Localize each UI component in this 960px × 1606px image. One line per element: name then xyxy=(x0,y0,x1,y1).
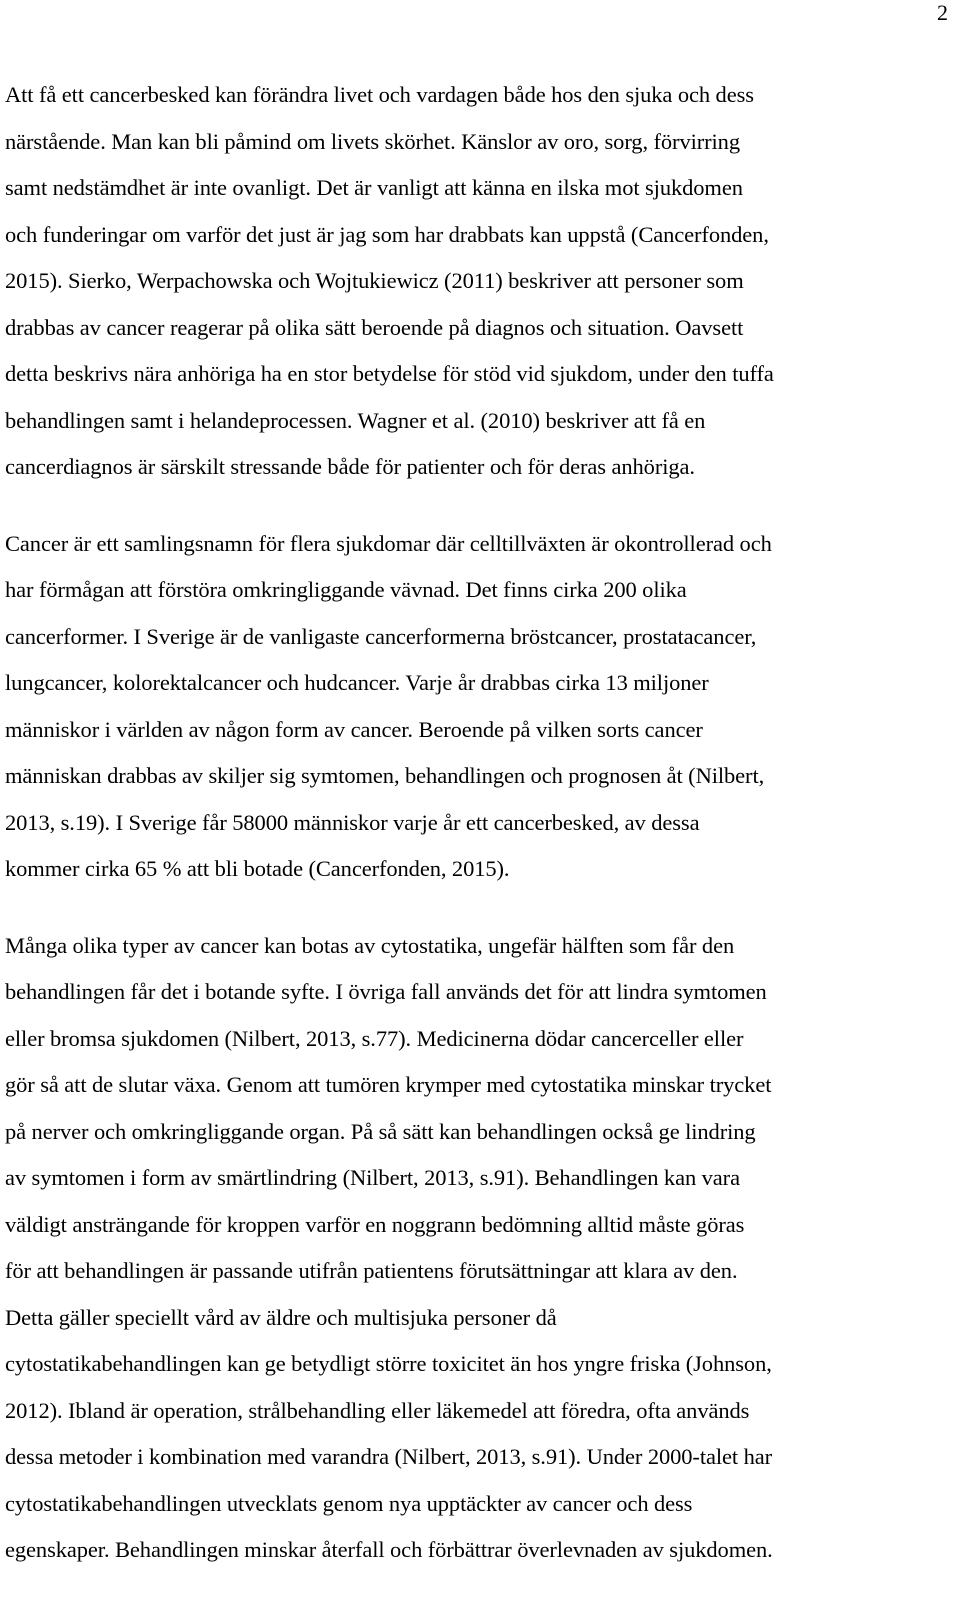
text-line: och funderingar om varför det just är jag som har drabbats kan uppstå (Cancerfonden, xyxy=(5,221,769,247)
text-line: väldigt ansträngande för kroppen varför en noggrann bedömning alltid måste göras xyxy=(5,1211,745,1237)
document-body xyxy=(5,72,945,1574)
text-line: Många olika typer av cancer kan botas av cytostatika, ungefär hälften som får den xyxy=(5,932,735,958)
paragraph-cancer-diagnosis xyxy=(5,72,945,491)
text-line: Cancer är ett samlingsnamn för flera sjukdomar där celltillväxten är okontrollerad och xyxy=(5,530,772,556)
text-line: kommer cirka 65 % att bli botade (Cancerfonden, 2015). xyxy=(5,856,510,881)
text-line: människor i världen av någon form av cancer. Beroende på vilken sorts cancer xyxy=(5,716,703,742)
text-line: på nerver och omkringliggande organ. På så sätt kan behandlingen också ge lindring xyxy=(5,1118,756,1144)
page-number: 2 xyxy=(937,0,948,25)
text-line: drabbas av cancer reagerar på olika sätt beroende på diagnos och situation. Oavsett xyxy=(5,314,744,340)
text-line: behandlingen får det i botande syfte. I övriga fall används det för att lindra symtomen xyxy=(5,979,767,1004)
text-line: 2015). Sierko, Werpachowska och Wojtukiewicz (2011) beskriver att personer som xyxy=(5,268,744,293)
text-line: detta beskrivs nära anhöriga ha en stor betydelse för stöd vid sjukdom, under den tuffa xyxy=(5,361,774,386)
text-line: dessa metoder i kombination med varandra (Nilbert, 2013, s.91). Under 2000-talet har xyxy=(5,1444,773,1469)
text-line: 2012). Ibland är operation, strålbehandling eller läkemedel att föredra, ofta används xyxy=(5,1397,750,1423)
text-line: gör så att de slutar växa. Genom att tumören krymper med cytostatika minskar trycket xyxy=(5,1072,772,1097)
text-line: samt nedstämdhet är inte ovanligt. Det är vanligt att känna en ilska mot sjukdomen xyxy=(5,175,743,200)
text-line: cytostatikabehandlingen utvecklats genom nya upptäckter av cancer och dess xyxy=(5,1490,693,1516)
text-line: egenskaper. Behandlingen minskar återfall och förbättrar överlevnaden av sjukdomen. xyxy=(5,1537,773,1562)
paragraph-cytostatics xyxy=(5,923,945,1574)
text-line: eller bromsa sjukdomen (Nilbert, 2013, s.77). Medicinerna dödar cancerceller eller xyxy=(5,1025,744,1051)
text-line: Detta gäller speciellt vård av äldre och multisjuka personer då xyxy=(5,1304,557,1330)
text-line: för att behandlingen är passande utifrån patientens förutsättningar att klara av den. xyxy=(5,1258,738,1283)
text-line: av symtomen i form av smärtlindring (Nilbert, 2013, s.91). Behandlingen kan vara xyxy=(5,1165,740,1190)
text-line: cytostatikabehandlingen kan ge betydligt större toxicitet än hos yngre friska (Johnson, xyxy=(5,1351,772,1376)
paragraph-cancer-definition xyxy=(5,521,945,893)
text-line: cancerdiagnos är särskilt stressande både för patienter och för deras anhöriga. xyxy=(5,454,695,479)
text-line: Att få ett cancerbesked kan förändra livet och vardagen både hos den sjuka och dess xyxy=(5,82,754,107)
text-line: människan drabbas av skiljer sig symtomen, behandlingen och prognosen åt (Nilbert, xyxy=(5,763,765,788)
text-line: lungcancer, kolorektalcancer och hudcancer. Varje år drabbas cirka 13 miljoner xyxy=(5,670,709,695)
text-line: cancerformer. I Sverige är de vanligaste cancerformerna bröstcancer, prostatacancer, xyxy=(5,623,757,649)
text-line: har förmågan att förstöra omkringliggande vävnad. Det finns cirka 200 olika xyxy=(5,577,687,602)
text-line: behandlingen samt i helandeprocessen. Wagner et al. (2010) beskriver att få en xyxy=(5,407,706,433)
text-line: närstående. Man kan bli påmind om livets skörhet. Känslor av oro, sorg, förvirring xyxy=(5,128,740,154)
text-line: 2013, s.19). I Sverige får 58000 människor varje år ett cancerbesked, av dessa xyxy=(5,809,700,835)
